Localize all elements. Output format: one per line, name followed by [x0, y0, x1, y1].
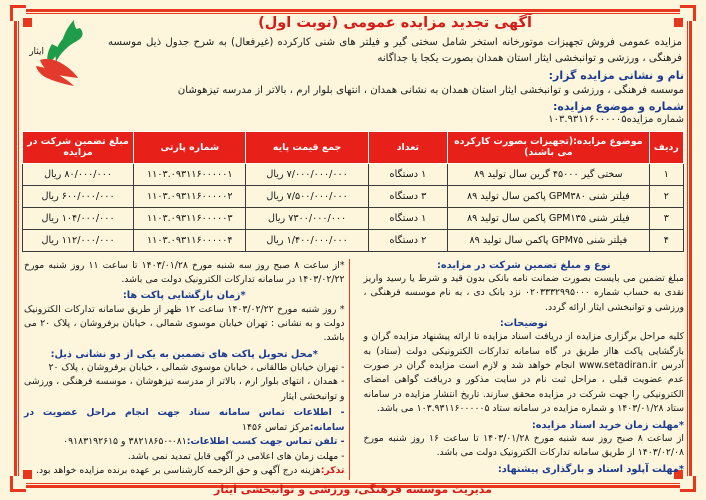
col-header-deposit: مبلغ تضمین شرکت در مزایده	[23, 132, 134, 164]
guarantee-heading: نوع و مبلغ تضمین شرکت در مزایده:	[436, 259, 611, 271]
phone-line	[24, 435, 345, 449]
notes-text-part2: انجام خواهد شد و لازم است مزایده گران در صورت عدم عضویت قبلی ، مراحل ثبت نام در سایت مذکور و دریافت گواهی امضای الکترونیکی را جهت شرکت در مزایده محقق سازند. تاریخ انتشار مزایده در سامانه ستاد ۱۴۰۳/۰۱/۲۸ و شماره مزایده در سامانه ستاد ۱۰۳.۹۳۱۱۶۰۰۰۰۰۵ می باشد.	[363, 360, 684, 415]
buy-documents-heading: *مهلت زمان خرید اسناد مزایده:	[531, 419, 684, 431]
cell-part-number: ۱۱۰۳.۰۹۳۱۱۶۰۰۰۰۰۴	[134, 229, 246, 251]
auction-number	[106, 114, 684, 125]
column-right	[360, 259, 685, 481]
opening-time-block	[24, 289, 345, 345]
signature-line: مدیریت موسسه فرهنگی، ورزشی و توانبخشی ایثار	[214, 483, 492, 497]
cell-base-price: ۷/۵۰۰/۰۰۰/۰۰۰ ریال	[246, 185, 368, 207]
logo-word: ایثار	[29, 47, 44, 57]
opening-time-heading: *زمان بازگشایی پاکت ها:	[122, 290, 246, 302]
delivery-address-2: - همدان ، انتهای بلوار ارم ، بالاتر از مدرسه تیزهوشان ، موسسه فرهنگی ، ورزشی و توانبخشی ایثار	[24, 376, 345, 402]
body-columns	[22, 259, 684, 481]
cell-row-number: ۲	[649, 185, 683, 207]
col-header-subject: موضوع مزایده:(تجهیزات بصورت کارکرده می باشند)	[448, 132, 650, 164]
support-heading: - اطلاعات تماس سامانه ستاد جهت انجام مراحل عضویت در سامانه:	[24, 407, 345, 433]
buy-documents-block	[364, 419, 685, 461]
cell-base-price: ۷۳۰۰/۰۰۰/۰۰۰ ریال	[246, 207, 368, 229]
auction-subject-heading: شماره و موضوع مزایده:	[552, 100, 684, 114]
cell-row-number: ۱	[649, 163, 683, 185]
cell-part-number: ۱۱۰۳.۰۹۳۱۱۶۰۰۰۰۰۳	[134, 207, 246, 229]
organizer-heading: نام و نشانی مزایده گزار:	[548, 68, 684, 82]
reminder-line	[24, 464, 345, 478]
cell-part-number: ۱۱۰۳.۰۹۳۱۱۶۰۰۰۰۰۱	[134, 163, 246, 185]
auction-number-block	[106, 100, 684, 125]
cell-count: ۱ دستگاه	[368, 163, 447, 185]
document-header	[22, 14, 684, 125]
cell-subject: فیلتر شنی GPM۷۵ پاکمن سال تولید ۸۹	[448, 229, 650, 251]
opening-time-text: * روز شنبه مورخ ۱۴۰۳/۰۲/۲۲ ساعت ۱۲ ظهر از طریق سامانه تدارکات الکترونیک دولت و به نشانی : تهران خیابان موسوی شمالی ، خیابان برفروشان ، پلاک ۲۰ می باشد.	[24, 303, 345, 344]
document-content	[22, 14, 685, 497]
upload-window-text: *از ساعت ۸ صبح روز سه شنبه مورخ ۱۴۰۳/۰۱/۲۸ تا ساعت ۱۱ روز شنبه مورخ ۱۴۰۳/۰۲/۲۲ در سامانه تدارکات الکترونیک دولت می باشد.	[24, 259, 345, 286]
table-row	[23, 207, 684, 229]
cell-count: ۱ دستگاه	[368, 207, 447, 229]
col-header-count: تعداد	[368, 132, 447, 164]
table-header-row	[23, 132, 684, 164]
reminder-text: هزینه درج آگهی و حق الزحمه کارشناسی بر عهده برنده مزایده خواهد بود.	[36, 464, 321, 476]
cell-count: ۳ دستگاه	[368, 185, 447, 207]
cell-subject: سختی گیر ۴۵۰۰۰ گرین سال تولید ۸۹	[448, 163, 650, 185]
isar-logo	[22, 14, 100, 88]
notes-block	[364, 317, 685, 417]
auction-number-label: شماره مزایده	[626, 114, 684, 126]
upload-window-block	[24, 259, 345, 288]
support-block	[24, 406, 345, 478]
reminder-label: تذکر:	[320, 464, 345, 476]
guarantee-text: مبلغ تضمین می بایست بصورت ضمانت نامه بانکی بدون قید و شرط یا رسید واریز نقدی به حساب شماره ۰۲۰۳۳۳۲۹۹۵۰۰۰ نزد بانک دی ، به نام موسسه فرهنگی ، ورزشی و توانبخشی ایثار ارائه گردد.	[363, 272, 685, 313]
notes-heading: توضیحات:	[499, 318, 548, 330]
col-header-base-price: جمع قیمت پایه	[246, 132, 368, 164]
delivery-block	[24, 348, 345, 404]
cell-row-number: ۴	[649, 229, 683, 251]
phone-value: ۰۸۱-۳۸۲۱۸۶۵۰ و ۰۹۱۸۳۱۹۲۶۱۵	[63, 436, 187, 448]
cell-deposit: ۱۱۲/۰۰۰/۰۰۰ ریال	[23, 229, 134, 251]
notes-text-part1: کلیه مراحل برگزاری مزایده از دریافت اسناد مزایده تا ارائه پیشنهاد مزایده گران و بازگشایی پاکت هااز طریق در گاه سامانه تدارکات الکترونیکی دولت (ستاد) به آدرس	[363, 331, 684, 372]
lead-paragraph: مزایده عمومی فروش تجهیزات موتورخانه استخر شامل سختی گیر و فیلتر های شنی کارکرده (غیرفعال) به شرح جدول ذیل موسسه فرهنگی ، ورزشی و توانبخشی ایثار استان همدان بصورت یکجا یا جداگانه	[108, 37, 682, 64]
organizer-text: موسسه فرهنگی ، ورزشی و توانبخشی ایثار استان همدان به نشانی همدان ، انتهای بلوار ارم ، بالاتر از مدرسه تیزهوشان	[177, 84, 684, 96]
table-row	[23, 163, 684, 185]
svg-text:·: ·	[75, 20, 77, 25]
phone-heading: - تلفن تماس جهت کسب اطلاعات:	[186, 436, 345, 448]
no-extension-note: - مهلت زمان های اعلامی در آگهی قابل تمدید نمی باشد.	[127, 450, 345, 462]
cell-part-number: ۱۱۰۳.۰۹۳۱۱۶۰۰۰۰۰۲	[134, 185, 246, 207]
cell-deposit: ۸۰/۰۰۰/۰۰۰ ریال	[23, 163, 134, 185]
col-header-part-number: شماره پارتی	[134, 132, 246, 164]
cell-base-price: ۷/۰۰۰/۰۰۰/۰۰۰ ریال	[246, 163, 368, 185]
guarantee-block	[364, 259, 685, 315]
header-text-block	[102, 14, 684, 125]
isar-dove-hand-logo-icon	[22, 14, 100, 88]
cell-deposit: ۱۰۴/۰۰۰/۰۰۰ ریال	[23, 207, 134, 229]
support-value: مرکز تماس ۱۴۵۶	[242, 421, 310, 433]
column-left	[22, 259, 350, 481]
auction-number-value: ۱۰۳.۹۳۱۱۶۰۰۰۰۰۵	[548, 114, 627, 126]
cell-deposit: ۶۰۰/۰۰۰/۰۰۰ ریال	[23, 185, 134, 207]
col-header-row-number: ردیف	[649, 132, 683, 164]
cell-count: ۲ دستگاه	[368, 229, 447, 251]
page-title: آگهی تجدید مزایده عمومی (نوبت اول)	[258, 15, 532, 31]
setadiran-url[interactable]: www.setadiran.ir	[579, 360, 658, 372]
cell-subject: فیلتر شنی GPM۱۳۵ پاکمن سال تولید ۸۹	[448, 207, 650, 229]
buy-documents-text: از ساعت ۸ صبح روز سه شنبه مورخ ۱۴۰۳/۰۱/۲۸ تا ساعت ۱۶ روز شنبه مورخ ۱۴۰۳/۰۲/۰۸ از طریق سامانه تدارکات الکترونیک دولت می باشد.	[363, 432, 684, 459]
table-row	[23, 185, 684, 207]
table-row	[23, 229, 684, 251]
auction-lots-table	[22, 131, 684, 252]
delivery-heading: *محل تحویل پاکت های تضمین به یکی از دو نشانی ذیل:	[50, 348, 318, 360]
cell-subject: فیلتر شنی GPM۳۸۰ پاکمن سال تولید ۸۹	[448, 185, 650, 207]
delivery-address-1: - تهران خیابان طالقانی ، خیابان موسوی شمالی ، خیابان برفروشان ، پلاک ۲۰	[48, 362, 345, 374]
support-line	[24, 406, 345, 435]
cell-base-price: ۱/۴۰۰/۰۰۰/۰۰۰ ریال	[246, 229, 368, 251]
upload-deadline-heading: *مهلت آپلود اسناد و بارگذاری پیشنهاد:	[497, 463, 684, 475]
notes-text	[364, 330, 685, 416]
upload-deadline-block	[364, 463, 685, 476]
cell-row-number: ۳	[649, 207, 683, 229]
